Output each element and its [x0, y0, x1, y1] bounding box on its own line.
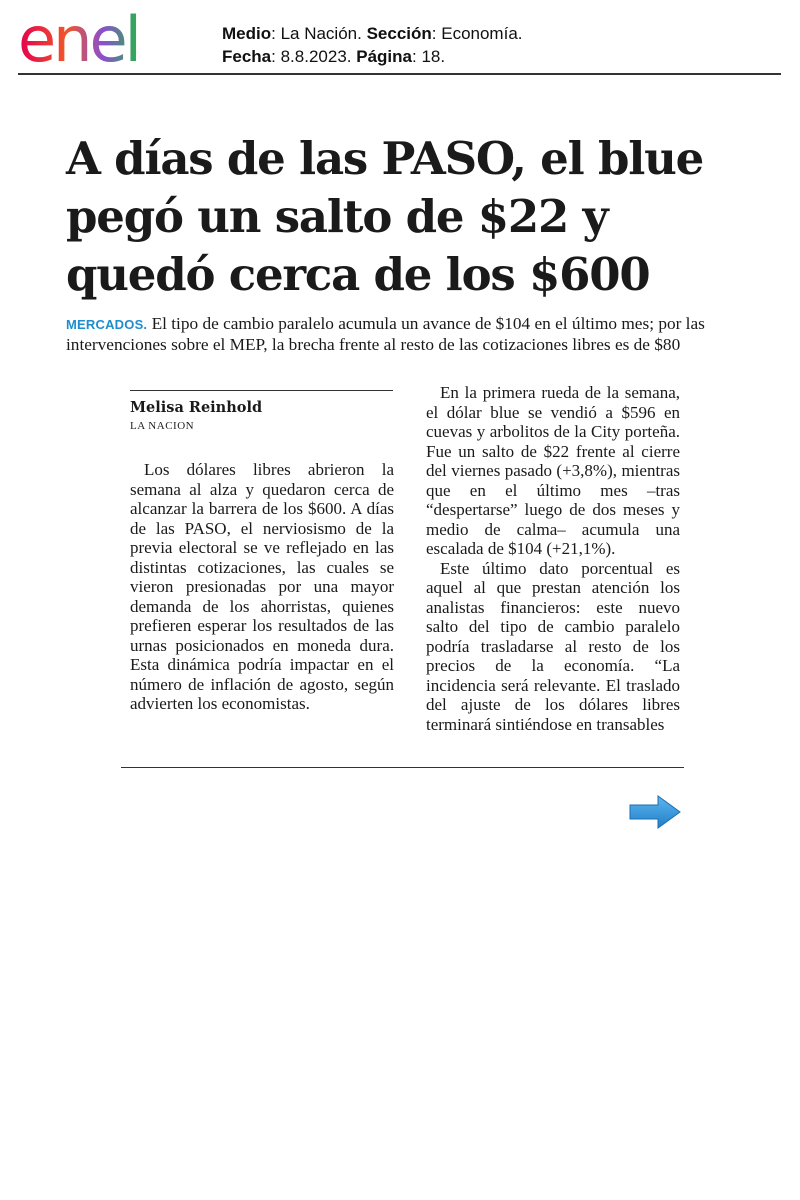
pagina-label: Página	[356, 47, 412, 66]
seccion-label: Sección	[366, 24, 432, 43]
pagina-value: 18.	[421, 47, 446, 66]
medio-value: La Nación.	[280, 24, 362, 43]
fecha-label: Fecha	[222, 47, 272, 66]
article-headline: A días de las PASO, el blue pegó un salto de $22 y quedó cerca de los $600	[66, 132, 704, 301]
article-column-left	[130, 460, 394, 714]
author-name: Melisa Reinhold	[130, 399, 263, 416]
author-outlet: LA NACION	[130, 420, 195, 432]
paragraph: Los dólares libres abrieron la semana al alza y quedaron cerca de alcanzar la barrera de los $600. A días de las PASO, el nerviosismo de la previa electoral se ve reflejado en las distintas cotizaciones, las cuales se vieron presionadas por una mayor demanda de los ahorristas, quienes prefieren esperar los resultados de las urnas posicionados en moneda dura. Esta dinámica podría impactar en el número de inflación de agosto, según advierten los economistas.	[130, 460, 394, 713]
enel-logo	[18, 6, 183, 66]
paragraph: Este último dato porcentual es aquel al que prestan atención los analistas financieros: este nuevo salto del tipo de cambio paralelo podría trasladarse al resto de los precios de la economía. “La incidencia será relevante. El traslado del ajuste de los dólares libres terminará sintiéndose en transables	[426, 558, 680, 734]
seccion-value: Economía.	[441, 24, 523, 43]
paragraph: En la primera rueda de la semana, el dólar blue se vendió a $596 en cuevas y arbolitos de la City porteña. Fue un salto de $22 frente al cierre del viernes pasado (+3,8%), mientras que en el último mes –tras “despertarse” luego de dos meses y medio de calma– acumula una escalada de $104 (+21,1%).	[426, 383, 680, 558]
arrow-right-icon[interactable]	[628, 794, 682, 830]
article-column-right	[426, 383, 680, 734]
clipping-meta	[222, 22, 523, 68]
medio-label: Medio	[222, 24, 272, 43]
article-deck	[66, 314, 766, 355]
deck-text: El tipo de cambio paralelo acumula un avance de $104 en el último mes; por las intervenciones sobre el MEP, la brecha frente al resto de las cotizaciones libres es de $80	[66, 314, 705, 354]
fecha-value: 8.8.2023.	[280, 47, 352, 66]
section-kicker: MERCADOS.	[66, 317, 148, 332]
clipping-header	[0, 0, 800, 80]
header-divider	[18, 73, 781, 75]
byline-divider	[130, 390, 393, 391]
meta-line-2: Fecha: 8.8.2023. Página: 18.	[222, 47, 446, 66]
svg-text:enel: enel	[18, 6, 139, 66]
meta-line-1: Medio: La Nación. Sección: Economía.	[222, 24, 523, 43]
article-bottom-divider	[121, 767, 684, 768]
